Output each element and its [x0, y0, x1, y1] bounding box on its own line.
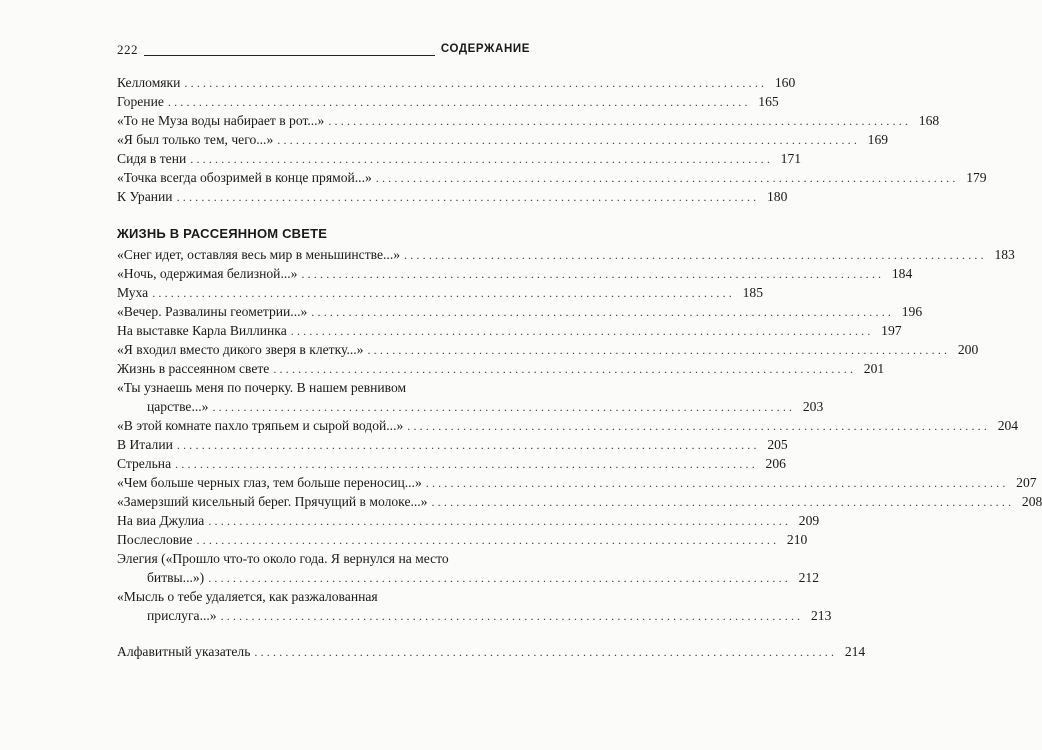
entry-page: 185 [742, 285, 764, 300]
toc-entry[interactable]: Элегия («Прошло что-то около года. Я вернулся на место битвы...») .............................................................................................. 212 [117, 551, 820, 585]
entry-page: 214 [844, 644, 866, 659]
entry-page: 179 [966, 170, 987, 185]
entry-page: 200 [957, 342, 979, 357]
running-title: СОДЕРЖАНИЕ [440, 43, 530, 55]
toc-entry[interactable]: Жизнь в рассеянном свете .............................................................................................. 201 [117, 361, 885, 376]
entry-page: 169 [867, 132, 889, 147]
toc-entry[interactable]: «Точка всегда обозримей в конце прямой...» .............................................................................................. 179 [117, 170, 987, 185]
toc-entry[interactable]: «Я был только тем, чего...» .............................................................................................. 169 [117, 132, 889, 147]
toc-entry[interactable]: «Замерзший кисельный берег. Прячущий в молоке...» .............................................................................................. 208 [117, 494, 1042, 509]
entry-page: 208 [1021, 494, 1042, 509]
toc-entry[interactable]: «Я входил вместо дикого зверя в клетку...» .............................................................................................. 200 [117, 342, 979, 357]
running-header [117, 38, 530, 58]
toc-entry[interactable]: «В этой комнате пахло тряпьем и сырой водой...» .............................................................................................. 204 [117, 418, 1019, 433]
entry-page: 197 [881, 323, 902, 338]
toc-entry[interactable]: Стрельна .............................................................................................. 206 [117, 456, 786, 471]
entry-page: 201 [863, 361, 885, 376]
entry-page: 183 [994, 247, 1015, 262]
toc-entry[interactable]: «Чем больше черных глаз, тем больше переносиц...» .............................................................................................. 207 [117, 475, 1037, 490]
entry-page: 196 [901, 304, 923, 319]
header-rule [144, 55, 435, 56]
toc-entry[interactable]: «Вечер. Развалины геометрии...» .............................................................................................. 196 [117, 304, 923, 319]
entry-page: 212 [798, 570, 820, 585]
toc-entry[interactable]: «Ты узнаешь меня по почерку. В нашем ревнивом царстве...» .............................................................................................. 203 [117, 380, 824, 414]
entry-page: 165 [758, 94, 779, 109]
toc-entry[interactable]: На выставке Карла Виллинка .............................................................................................. 197 [117, 323, 902, 338]
entry-page: 171 [780, 151, 802, 166]
toc-entry[interactable]: Келломяки .............................................................................................. 160 [117, 75, 796, 90]
entry-page: 168 [918, 113, 940, 128]
toc-entry[interactable]: «Мысль о тебе удаляется, как разжалованная прислуга...» .............................................................................................. 213 [117, 589, 832, 623]
entry-page: 204 [997, 418, 1019, 433]
toc-entry[interactable]: Послесловие .............................................................................................. 210 [117, 532, 808, 547]
toc-entry[interactable]: На виа Джулиа .............................................................................................. 209 [117, 513, 820, 528]
toc-entry[interactable]: Муха .............................................................................................. 185 [117, 285, 764, 300]
page-number: 222 [117, 42, 138, 57]
toc-entry[interactable]: «То не Муза воды набирает в рот...» .............................................................................................. 168 [117, 113, 940, 128]
toc-entry[interactable]: «Снег идет, оставляя весь мир в меньшинстве...» .............................................................................................. 183 [117, 247, 1015, 262]
toc-entry[interactable]: В Италии .............................................................................................. 205 [117, 437, 788, 452]
entry-page: 160 [774, 75, 796, 90]
entry-page: 207 [1016, 475, 1037, 490]
toc-entry[interactable]: Сидя в тени .............................................................................................. 171 [117, 151, 802, 166]
toc-entry[interactable]: «Ночь, одержимая белизной...» .............................................................................................. 184 [117, 266, 913, 281]
toc-entry-index[interactable]: Алфавитный указатель .............................................................................................. 214 [117, 644, 866, 659]
entry-page: 180 [766, 189, 788, 204]
entry-page: 213 [810, 608, 832, 623]
toc-entry[interactable]: Горение .............................................................................................. 165 [117, 94, 779, 109]
entry-page: 206 [765, 456, 786, 471]
toc-group-1 [117, 73, 987, 206]
entry-page: 184 [891, 266, 913, 281]
toc-entry[interactable]: К Урании .............................................................................................. 180 [117, 189, 788, 204]
entry-page: 209 [798, 513, 820, 528]
entry-page: 205 [767, 437, 788, 452]
entry-page: 210 [786, 532, 808, 547]
entry-page: 203 [802, 399, 824, 414]
toc-group-2 [117, 245, 1042, 625]
section-heading: ЖИЗНЬ В РАССЕЯННОМ СВЕТЕ [117, 226, 328, 241]
toc-index [117, 642, 866, 661]
